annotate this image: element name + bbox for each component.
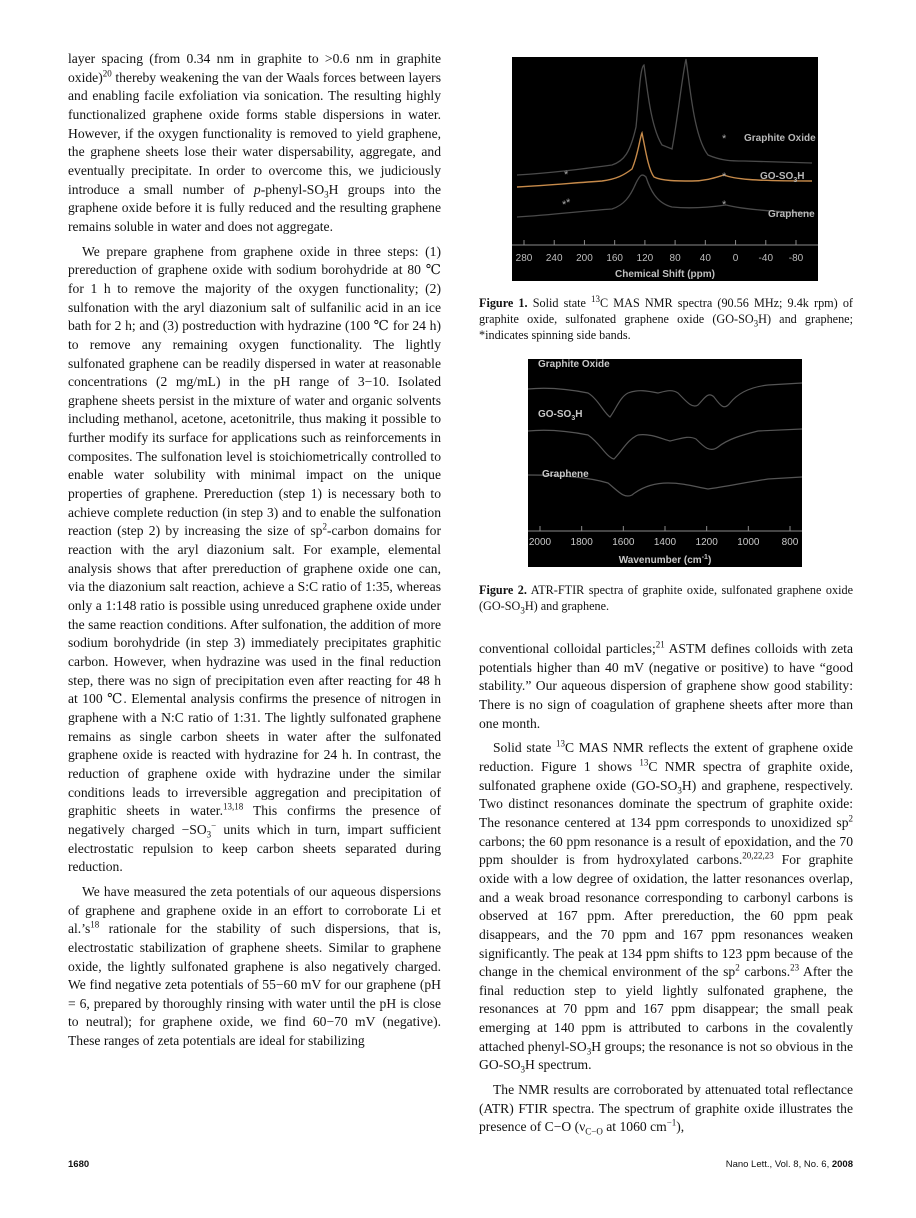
figure-1-caption: Figure 1. Solid state $^{13}$C MAS NMR spectra (90.56 MHz; 9.4k rpm) of graphite oxide, sulfonated graphene oxide $(GO-SO_3H)$ and graphene; *indicates spinning side bands. xyxy=(479,293,853,342)
x-axis-tick-label: 1200 xyxy=(695,537,718,548)
figure-1-nmr-spectra xyxy=(512,57,818,281)
paragraph: layer spacing (from 0.34 nm in graphite to >0.6 nm in graphite oxide)$^{20}$ thereby weakening the van der Waals forces between layers and enabling facile exfoliation via sonication. The resulting highly functionalized graphene oxide forms stable dispersions in water. However, if the oxygen functionality is removed to yield graphene, the graphene sheets lose their water dispersability, aggregate, and eventually precipitate. In order to overcome this, we judiciously introduce a small number of $p-phenyl-SO_3H$ groups into the graphene oxide before it is fully reduced and the resulting graphene remains soluble in water and does not aggregate. xyxy=(68,51,441,234)
label-graphene: Graphene xyxy=(768,209,815,220)
x-axis-tick-label: 240 xyxy=(545,253,563,264)
x-axis-tick-label: 280 xyxy=(515,253,533,264)
sideband-star: * xyxy=(564,169,569,181)
x-axis-tick-label: 2000 xyxy=(528,537,552,548)
x-axis-tick-label: 1400 xyxy=(653,537,677,548)
sideband-star: * xyxy=(722,171,727,183)
x-axis-tick-label: -40 xyxy=(758,253,774,264)
x-axis-tick-label: 200 xyxy=(576,253,593,264)
journal-citation: Nano Lett., Vol. 8, No. 6, 2008 xyxy=(725,1159,853,1170)
paragraph: conventional colloidal particles;$^{21}$ ASTM defines colloids with zeta potentials higher than 40 mV (negative or positive) to have “good stability.” Our aqueous dispersion of graphene show good stability: There is no sign of coagulation of graphene sheets after more than one month. xyxy=(479,639,853,731)
x-axis-tick-label: 1800 xyxy=(570,537,593,548)
x-axis-tick-label: 1600 xyxy=(612,537,635,548)
x-axis-tick-label: 80 xyxy=(669,253,681,264)
x-axis-tick-label: -80 xyxy=(788,253,804,264)
x-axis-tick-label: 800 xyxy=(781,537,799,548)
paragraph: Solid state $^{13}$C MAS NMR reflects the extent of graphene oxide reduction. Figure 1 shows $^{13}$C NMR spectra of graphite oxide, sulfonated graphene oxide $(GO-SO_3H)$ and graphene, respectively. Two distinct resonances dominate the spectrum of graphite oxide: The resonance centered at 134 ppm corresponds to unoxidized $sp^2$ carbons; the 60 ppm resonance is a result of epoxidation, and the 70 ppm shoulder is from hydroxylated carbons.$^{20,22,23}$ For graphite oxide with a low degree of oxidation, the latter resonances overlap, and a weak broad resonance corresponding to carbonyl carbons is observed at 167 ppm. After prereduction, the 60 ppm peak disappears, and the 70 ppm and 167 ppm resonances weaken significantly. The peak at 134 ppm shifts to 123 ppm because of the change in the chemical environment of the $sp^2$ carbons.$^{23}$ After the final reduction step to yield lightly sulfonated graphene, the resonances at 70 ppm and 167 ppm disappear; the small peak emerging at 140 ppm is attributed to carbons in the covalently attached phenyl-$SO_3H$ groups; the resonance is not so obvious in the $GO-SO_3H$ spectrum. xyxy=(479,738,853,1076)
sideband-star: * xyxy=(722,199,727,211)
figure-2-ftir-spectra xyxy=(528,359,802,567)
label-go-so3h: $GO-SO_3H$ xyxy=(760,171,805,184)
label-go-so3h: $GO-SO_3H$ xyxy=(538,409,583,422)
page-number: 1680 xyxy=(68,1159,90,1170)
paragraph: The NMR results are corroborated by attenuated total reflectance (ATR) FTIR spectra. The spectrum of graphite oxide illustrates the presence of C−O ($\nu_{C-O}$ at 1060 $cm^{-1}$), xyxy=(479,1082,853,1138)
sideband-star: * xyxy=(566,197,571,209)
sideband-star: * xyxy=(722,133,727,145)
right-text-column xyxy=(479,640,853,1143)
ftir-plot xyxy=(528,359,802,567)
x-axis-tick-label: 120 xyxy=(636,253,654,264)
x-axis-tick-label: 0 xyxy=(732,253,739,264)
x-axis-label: Wavenumber $(cm^{-1})$ xyxy=(618,554,712,566)
sideband-star: * xyxy=(562,199,567,211)
left-text-column xyxy=(68,50,441,1057)
x-axis-tick-label: 1000 xyxy=(737,537,760,548)
x-axis-tick-label: 40 xyxy=(699,253,711,264)
nmr-plot xyxy=(512,57,818,281)
x-axis-label: Chemical Shift (ppm) xyxy=(614,269,716,280)
label-graphite-oxide: Graphite Oxide xyxy=(744,133,816,144)
label-graphene: Graphene xyxy=(542,469,589,480)
figure-2-caption: Figure 2. ATR-FTIR spectra of graphite oxide, sulfonated graphene oxide $(GO-SO_3H)$ and graphene. xyxy=(479,583,853,616)
paragraph: We prepare graphene from graphene oxide in three steps: (1) prereduction of graphene oxide with sodium borohydride at 80 ℃ for 1 h to remove the majority of the oxygen functionality; (2) sulfonation with the aryl diazonium salt of sulfanilic acid in an ice bath for 2 h; and (3) postreduction with hydrazine (100 ℃ for 24 h) to remove any remaining oxygen functionality. The lightly sulfonated graphene can be readily dispersed in water at reasonable concentrations (2 mg/mL) in the pH range of 3−10. Isolated graphene sheets persist in the mixture of water and organic solvents including methanol, acetone, acetonitrile, thus making it possible to further modify its surface for applications such as reinforcements in composites. The sulfonation level is stoichiometrically controlled to enable water solubility with minimal impact on the unique properties of graphene. Prereduction (step 1) is necessary both to achieve complete reduction (in step 3) and to enable the sulfonation reaction (step 2) by increasing the size of $sp^2$-carbon domains for reaction with the aryl diazonium salt. For example, elemental analysis shows that after prereduction of graphene oxide one can, via the diazonium salt reaction, achieve a S:C ratio of 1:35, whereas only a 1:148 ratio is possible using unreduced graphene oxide under the same reaction conditions. After sulfonation, the addition of more sodium borohydride (in step 3) immediately precipitates graphitic carbon. However, when hydrazine was used in the final reduction step, there was no sign of precipitation even after reacting for 48 h at 100 ℃. Elemental analysis confirms the presence of nitrogen in graphene with a N:C ratio of 1:31. The lightly sulfonated graphene remains as single carbon sheets in water after the sulfonated graphene oxide is reacted with hydrazine for 24 h. In contrast, the reduction of graphene oxide with hydrazine under the similar conditions leads to irreversible aggregation and precipitation of graphitic sheets in water.$^{13,18}$ This confirms the presence of negatively charged $-SO_3^-$ units which in turn, impart sufficient electrostatic repulsion to keep carbon sheets separated during reduction. xyxy=(68,243,441,875)
label-graphite-oxide: Graphite Oxide xyxy=(538,359,610,370)
x-axis-tick-label: 160 xyxy=(606,253,624,264)
paragraph: We have measured the zeta potentials of our aqueous dispersions of graphene and graphene oxide in an effort to corroborate Li et $al.’s^{18}$ rationale for the stability of such dispersions, that is, electrostatic stabilization of graphene sheets. Similar to graphene oxide, the lightly sulfonated graphene is also negatively charged. We find negative zeta potentials of 55−60 mV for our graphene (pH = 6, prepared by thoroughly rinsing with water until the pH is close to neutral); for graphene oxide, we find 60−70 mV (negative). These ranges of zeta potentials are ideal for stabilizing xyxy=(68,883,441,1049)
